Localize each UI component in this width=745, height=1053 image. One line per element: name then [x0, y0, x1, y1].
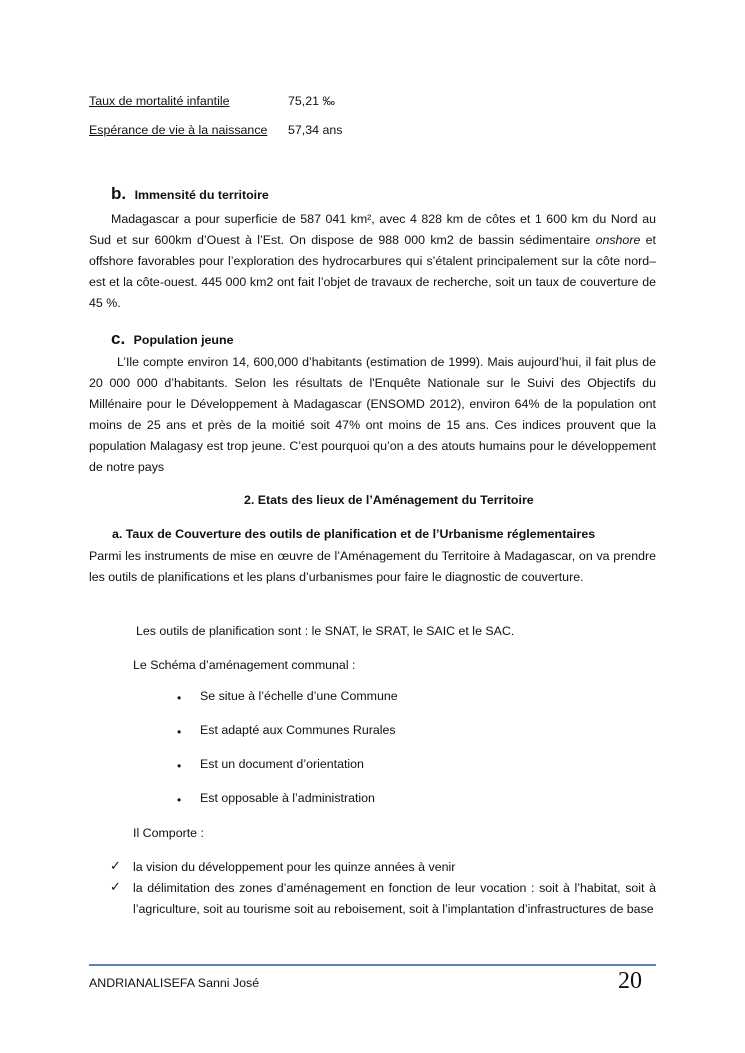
comporte-line: Il Comporte :: [133, 826, 204, 840]
stat-value-mortalite: 75,21 ‰: [288, 94, 335, 108]
section-c-paragraph: L’Ile compte environ 14, 600,000 d’habitants (estimation de 1999). Mais aujourd’hui, il fait plus de 20 000 000 d’habitants. Selon les résultats de l'Enquête Nationale sur le Suivi des Objectifs du Millénaire pour le Développement à Madagascar (ENSOMD 2012), environ 64% de la population ont moins de 25 ans et près de la moitié soit 47% ont moins de 15 ans. Ces indices prouvent que la population Malagasy est trop jeune. C’est pourquoi qu’on a des atouts humains pour le développement de notre pays: [89, 355, 656, 474]
stat-value-esperance: 57,34 ans: [288, 123, 343, 137]
section-c-heading: [111, 329, 233, 349]
subheading-a: a. Taux de Couverture des outils de planification et de l’Urbanisme réglementaires: [112, 527, 596, 541]
sac-line: Le Schéma d’aménagement communal :: [133, 658, 356, 672]
section-b-title: Immensité du territoire: [134, 188, 269, 202]
section-b-text-tail: et offshore favorables pour l’exploration des hydrocarbures qui s’étalent principalement sur la côte nord–est et la côte-ouest. 445 000 km2 ont fait l’objet de travaux de recherche, soit un taux de couverture de 45 %.: [89, 233, 656, 310]
section-c-title: Population jeune: [133, 333, 234, 347]
stat-label-esperance: Espérance de vie à la naissance: [89, 123, 268, 137]
section-c-letter: c.: [111, 329, 126, 348]
section-b-paragraph: [89, 209, 656, 314]
check-icon: ✓: [110, 858, 121, 873]
bullet-icon: •: [177, 759, 182, 773]
bullet-icon: •: [177, 793, 182, 807]
bullet-item: Est adapté aux Communes Rurales: [200, 723, 396, 737]
footer-rule: [89, 964, 656, 966]
bullet-icon: •: [177, 725, 182, 739]
outils-line: Les outils de planification sont : le SNAT, le SRAT, le SAIC et le SAC.: [136, 624, 515, 638]
section-b-text-lead: Madagascar a pour superficie de 587 041 km², avec 4 828 km de côtes et 1 600 km du Nord au Sud et sur 600km d’Ouest à l’Est. On dispose de 988 000 km2 de bassin sédimentaire: [89, 212, 656, 247]
section-b-letter: b.: [111, 184, 127, 203]
bullet-icon: •: [177, 691, 182, 705]
heading-2: 2. Etats des lieux de l’Aménagement du Territoire: [244, 493, 534, 507]
check-icon: ✓: [110, 879, 121, 894]
check-item: la vision du développement pour les quinze années à venir: [133, 860, 456, 874]
page-number: 20: [618, 968, 642, 994]
check-item: la délimitation des zones d’aménagement en fonction de leur vocation : soit à l’habitat, soit à l’agriculture, soit au tourisme soit au reboisement, soit à l’implantation d’infrastructures de base: [133, 881, 656, 916]
section-b-text-italic: onshore: [595, 233, 641, 247]
section-b-heading: [111, 184, 269, 204]
bullet-item: Est opposable à l’administration: [200, 791, 375, 805]
bullet-item: Est un document d’orientation: [200, 757, 364, 771]
paragraph-instruments: Parmi les instruments de mise en œuvre de l’Aménagement du Territoire à Madagascar, on va prendre les outils de planifications et les plans d’urbanismes pour faire le diagnostic de couverture.: [89, 549, 656, 584]
footer-author: ANDRIANALISEFA Sanni José: [89, 976, 260, 990]
bullet-item: Se situe à l’échelle d’une Commune: [200, 689, 398, 703]
stat-label-mortalite: Taux de mortalité infantile: [89, 94, 230, 108]
